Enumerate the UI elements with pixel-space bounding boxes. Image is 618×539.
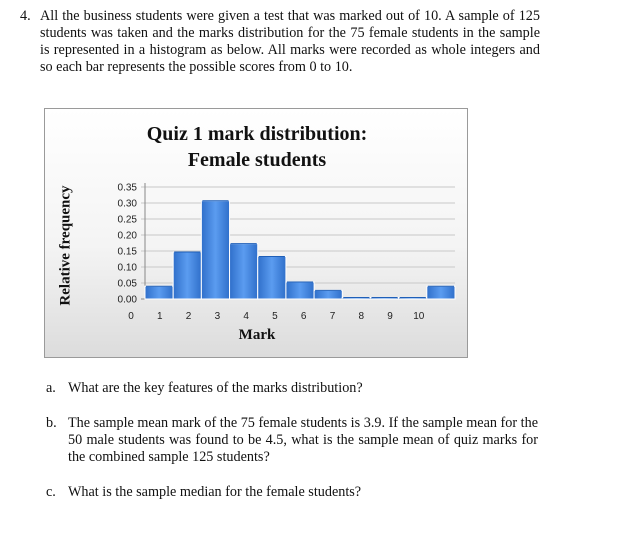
histogram-bar bbox=[286, 282, 314, 299]
y-tick-label: 0.00 bbox=[117, 294, 137, 306]
y-tick-label: 0.15 bbox=[117, 246, 137, 258]
x-tick-label: 9 bbox=[387, 311, 393, 322]
y-tick-label: 0.20 bbox=[117, 230, 137, 242]
histogram-bar bbox=[201, 201, 229, 299]
y-tick-label: 0.25 bbox=[117, 214, 137, 226]
histogram-figure bbox=[44, 108, 468, 358]
sub-question-letter: a. bbox=[46, 380, 56, 396]
x-tick-label: 1 bbox=[157, 311, 163, 322]
sub-question-b bbox=[46, 415, 538, 466]
y-tick-label: 0.30 bbox=[117, 198, 137, 210]
x-tick-label: 10 bbox=[413, 311, 425, 322]
chart-title-line1: Quiz 1 mark distribution: bbox=[146, 123, 368, 145]
x-tick-label: 8 bbox=[358, 311, 365, 322]
sub-question-letter: b. bbox=[46, 415, 57, 431]
sub-questions bbox=[46, 380, 538, 519]
sub-question-a bbox=[46, 380, 538, 397]
x-tick-label: 2 bbox=[185, 311, 192, 322]
x-axis-label: Mark bbox=[238, 327, 276, 343]
histogram-bar bbox=[427, 286, 455, 299]
x-tick-label: 3 bbox=[214, 311, 221, 322]
sub-question-text: What is the sample median for the female students? bbox=[68, 484, 362, 500]
y-tick-label: 0.35 bbox=[117, 182, 137, 194]
x-tick-label: 4 bbox=[243, 311, 249, 322]
x-tick-label: 5 bbox=[272, 311, 278, 322]
sub-question-letter: c. bbox=[46, 484, 56, 500]
question-number: 4. bbox=[20, 8, 31, 24]
sub-question-text: What are the key features of the marks distribution? bbox=[68, 380, 363, 396]
question-block bbox=[20, 8, 540, 76]
histogram-bar bbox=[173, 252, 201, 299]
histogram-bar bbox=[258, 256, 286, 299]
sub-question-text: The sample mean mark of the 75 female students is 3.9. If the sample mean for the 50 male students was found to be 4.5, what is the sample mean of quiz marks for the combined sample 125 students? bbox=[68, 415, 538, 465]
y-tick-label: 0.05 bbox=[117, 278, 137, 290]
y-tick-label: 0.10 bbox=[117, 262, 137, 274]
question-text: All the business students were given a test that was marked out of 10. A sample of 125 students was taken and the marks distribution for the 75 female students in the sample is represented in a histogram as below. All marks were recorded as whole integers and so each bar represents the possible scores from 0 to 10. bbox=[40, 8, 540, 75]
histogram-svg bbox=[45, 109, 469, 359]
x-tick-label: 0 bbox=[128, 311, 134, 322]
sub-question-c bbox=[46, 484, 538, 501]
histogram-bar bbox=[145, 286, 173, 299]
chart-title-line2: Female students bbox=[187, 149, 327, 171]
x-tick-label: 6 bbox=[300, 311, 307, 322]
histogram-bar bbox=[314, 290, 342, 299]
histogram-bar bbox=[230, 244, 258, 299]
y-axis-label: Relative frequency bbox=[57, 185, 74, 306]
x-tick-label: 7 bbox=[329, 311, 336, 322]
